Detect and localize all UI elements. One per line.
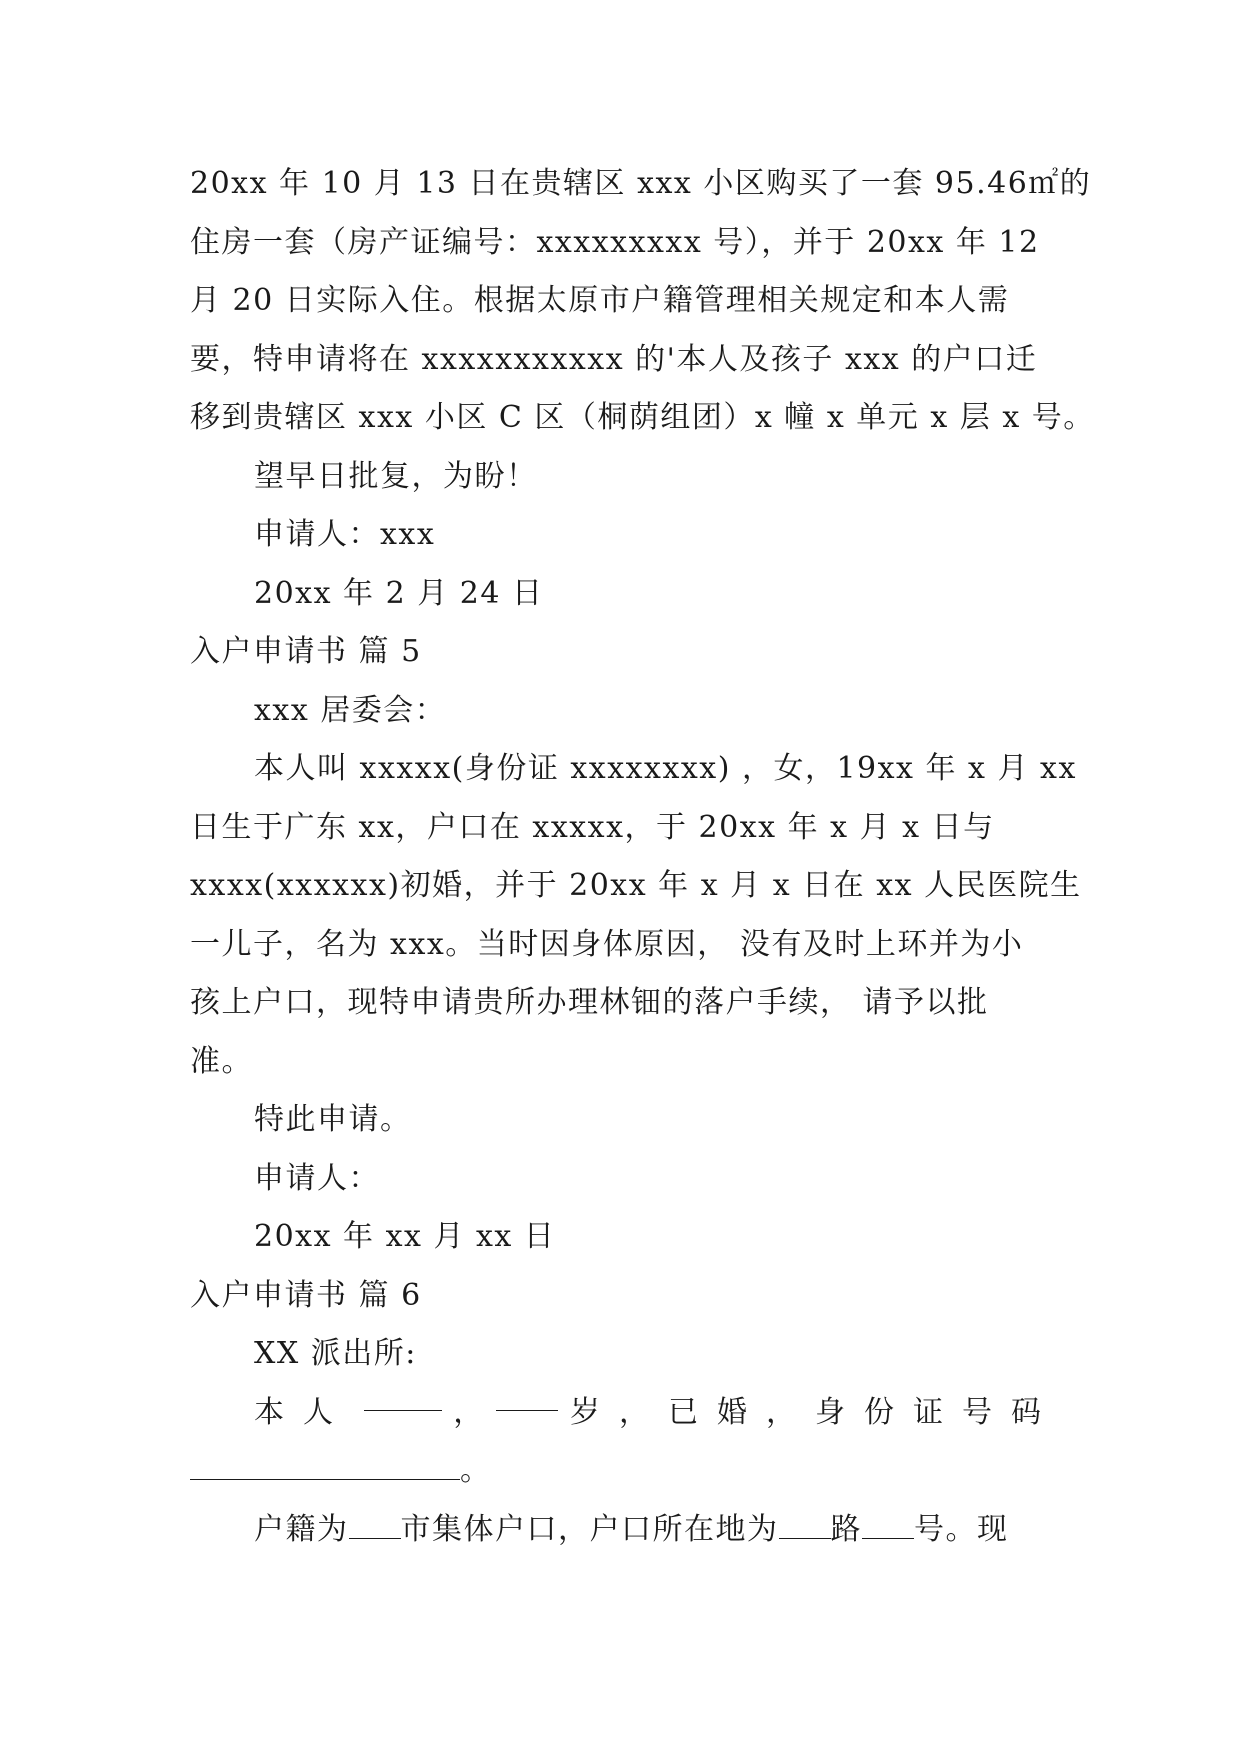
paragraph-line: 20xx 年 10 月 13 日在贵辖区 xxx 小区购买了一套 95.46㎡的	[190, 166, 1092, 201]
paragraph-line: xxxx(xxxxxx)初婚，并于 20xx 年 x 月 x 日在 xx 人民医院生	[190, 868, 1082, 903]
paragraph-line: 移到贵辖区 xxx 小区 C 区（桐荫组团）x 幢 x 单元 x 层 x 号。	[190, 400, 1095, 435]
form-label-age-id: 岁，已婚，身份证号码	[570, 1394, 1060, 1430]
form-label-number: 号。现	[914, 1511, 1009, 1547]
form-line-id-number	[190, 1442, 1060, 1501]
form-line-household	[190, 1501, 1060, 1560]
road-blank	[779, 1512, 831, 1539]
paragraph-line: 月 20 日实际入住。根据太原市户籍管理相关规定和本人需	[190, 283, 1010, 318]
id-number-blank	[190, 1453, 460, 1480]
salutation: XX 派出所:	[254, 1336, 417, 1371]
form-period: 。	[460, 1453, 492, 1488]
form-line-identity	[190, 1384, 1060, 1443]
paragraph-line: 一儿子，名为 xxx。当时因身体原因， 没有及时上环并为小	[190, 926, 1024, 962]
paragraph-line: 本人叫 xxxxx(身份证 xxxxxxxx) ，女，19xx 年 x 月 xx	[254, 751, 1077, 786]
paragraph-line: 要，特申请将在 xxxxxxxxxxx 的'本人及孩子 xxx 的户口迁	[190, 341, 1038, 377]
paragraph-line: 孩上户口，现特申请贵所办理林钿的落户手续， 请予以批	[190, 985, 989, 1020]
section-heading: 入户申请书 篇 5	[190, 634, 422, 669]
name-blank	[364, 1384, 442, 1411]
salutation: xxx 居委会：	[254, 692, 447, 728]
form-label-self: 本人	[254, 1394, 352, 1430]
application-date: 20xx 年 xx 月 xx 日	[254, 1219, 556, 1254]
section-heading: 入户申请书 篇 6	[190, 1277, 422, 1313]
applicant-signature: 申请人：	[254, 1160, 380, 1196]
application-date: 20xx 年 2 月 24 日	[254, 575, 544, 611]
paragraph-line: 住房一套（房产证编号：xxxxxxxxx 号），并于 20xx 年 12	[190, 224, 1040, 260]
document-body	[190, 155, 1095, 1559]
paragraph-line: 日生于广东 xx，户口在 xxxxx，于 20xx 年 x 月 x 日与	[190, 809, 995, 845]
form-separator: ，	[453, 1394, 485, 1430]
closing-statement: 特此申请。	[254, 1102, 412, 1137]
applicant-signature: 申请人：xxx	[254, 517, 436, 552]
form-label-household: 户籍为	[254, 1511, 349, 1547]
closing-request: 望早日批复，为盼！	[254, 458, 538, 494]
age-blank	[496, 1384, 558, 1411]
number-blank	[862, 1512, 914, 1539]
city-blank	[349, 1512, 401, 1539]
form-label-collective: 市集体户口，户口所在地为	[400, 1511, 779, 1547]
form-label-road: 路	[830, 1511, 862, 1547]
paragraph-line: 准。	[190, 1043, 253, 1079]
